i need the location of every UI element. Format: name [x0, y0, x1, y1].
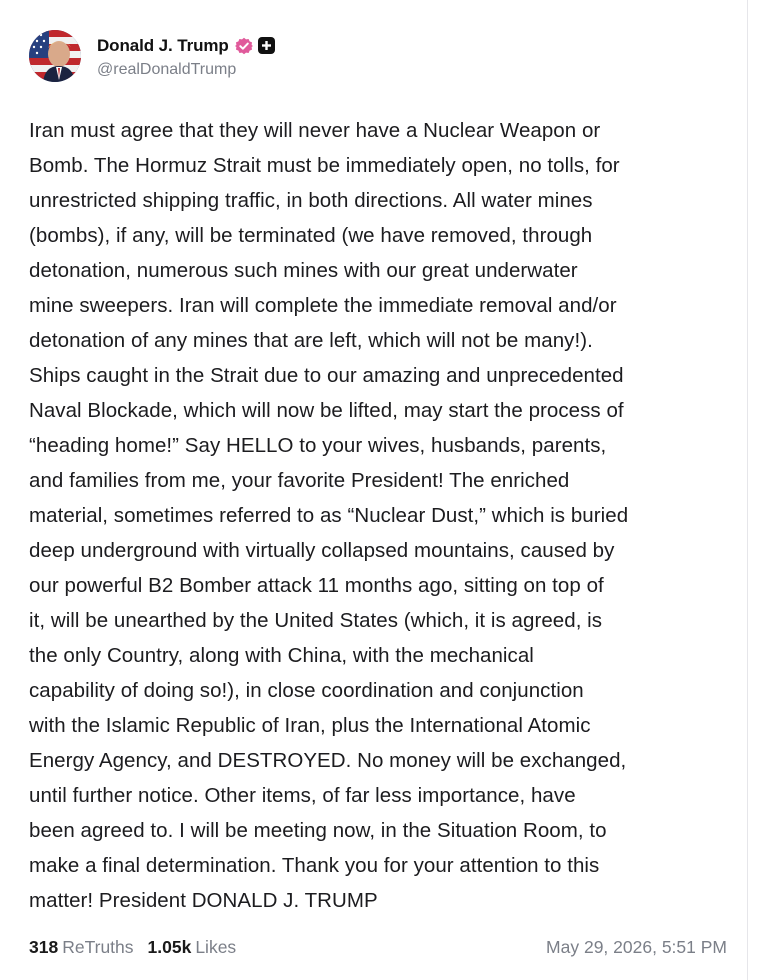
author-handle[interactable]: @realDonaldTrump	[97, 60, 237, 78]
author-identity	[97, 34, 275, 79]
likes-label: Likes	[195, 936, 237, 957]
verified-badge-icon	[235, 37, 253, 55]
retruths-count: 318	[29, 936, 59, 957]
plus-badge-icon	[258, 37, 275, 54]
author-display-name[interactable]: Donald J. Trump	[97, 35, 229, 55]
name-row	[97, 34, 275, 58]
post-timestamp[interactable]: May 29, 2026, 5:51 PM	[546, 936, 727, 957]
likes-stat[interactable]	[148, 937, 237, 958]
post-header	[29, 29, 275, 83]
avatar[interactable]	[29, 30, 81, 82]
likes-count: 1.05k	[147, 936, 192, 957]
post-footer	[29, 934, 727, 960]
post-body-text: Iran must agree that they will never have a Nuclear Weapon or Bomb. The Hormuz Strait must be immediately open, no tolls, for unrestricted shipping traffic, in both directions. All water mines (bombs), if any, will be terminated (we have removed, through detonation, numerous such mines with our great underwater mine sweepers. Iran will complete the immediate removal and/or detonation of any mines that are left, which will not be many!). Ships caught in the Strait due to our amazing and unprecedented Naval Blockade, which will now be lifted, may start the process of “heading home!” Say HELLO to your wives, husbands, parents, and families from me, your favorite President! The enriched material, sometimes referred to as “Nuclear Dust,” which is buried deep underground with virtually collapsed mountains, caused by our powerful B2 Bomber attack 11 months ago, sitting on top of it, will be unearthed by the United States (which, it is agreed, is the only Country, along with China, with the mechanical capability of doing so!), in close coordination and conjunction with the Islamic Republic of Iran, plus the International Atomic Energy Agency, and DESTROYED. No money will be exchanged, until further notice. Other items, of far less importance, have been agreed to. I will be meeting now, in the Situation Room, to make a final determination. Thank you for your attention to this matter! President DONALD J. TRUMP	[29, 119, 629, 912]
retruths-label: ReTruths	[62, 936, 134, 957]
retruths-stat[interactable]	[29, 937, 134, 958]
